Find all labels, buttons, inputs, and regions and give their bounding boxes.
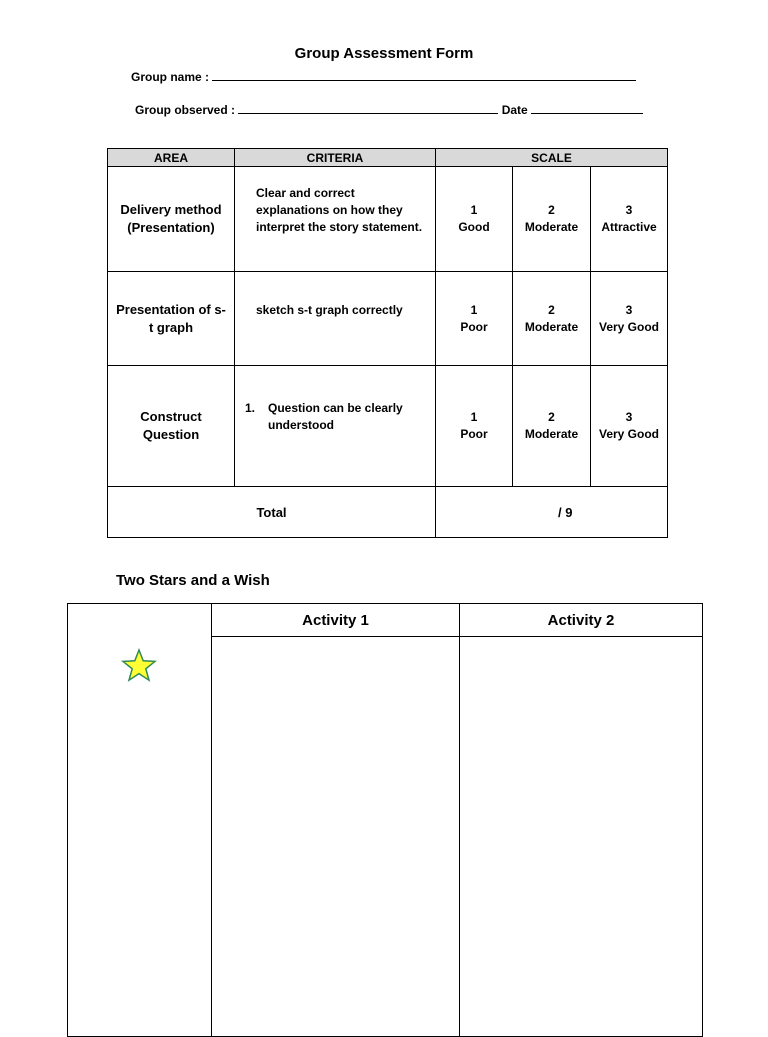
area-cell (108, 272, 235, 366)
scale-number: 1 (470, 302, 478, 317)
activity-2-response-area[interactable] (460, 637, 703, 1037)
total-value: / 9 (558, 504, 573, 520)
activity-header-row (68, 604, 703, 637)
total-row (108, 487, 668, 538)
criteria-cell (235, 167, 436, 272)
scale-label: Moderate (524, 220, 579, 234)
scale-label: Very Good (598, 427, 660, 441)
criteria-line: understood (268, 418, 334, 432)
star-column (68, 604, 212, 1037)
scale-option-1[interactable] (436, 167, 513, 272)
scale-option-2[interactable] (513, 366, 591, 487)
scale-option-2[interactable] (513, 272, 591, 366)
scale-number: 2 (548, 302, 555, 317)
two-stars-heading: Two Stars and a Wish (116, 572, 270, 589)
table-row (108, 272, 668, 366)
criteria-cell (235, 272, 436, 366)
criteria-cell (235, 366, 436, 487)
activity-1-response-area[interactable] (212, 637, 460, 1037)
scale-number: 1 (470, 410, 478, 424)
scale-number: 2 (548, 410, 555, 424)
activity-1-header: Activity 1 (212, 604, 460, 637)
scale-number: 2 (548, 203, 555, 217)
area-line: Question (142, 427, 200, 442)
criteria-line: interpret the story statement. (256, 220, 423, 234)
group-name-label: Group name : (131, 70, 210, 84)
table-row (108, 167, 668, 272)
activity-2-header: Activity 2 (460, 604, 703, 637)
area-line: t graph (148, 319, 194, 335)
group-observed-line[interactable] (238, 102, 498, 114)
scale-header: SCALE (436, 149, 668, 167)
area-cell (108, 167, 235, 272)
group-name-line[interactable] (212, 69, 636, 81)
scale-label: Very Good (598, 319, 660, 334)
group-observed-label: Group observed : (135, 103, 236, 117)
scale-option-3[interactable] (591, 167, 668, 272)
area-line: Construct (140, 409, 202, 424)
criteria-line: sketch s-t graph correctly (256, 303, 403, 317)
scale-number: 3 (625, 410, 633, 424)
total-score-cell[interactable] (436, 487, 668, 538)
area-line: Presentation of s- (116, 301, 226, 317)
group-name-field[interactable] (131, 69, 636, 84)
scale-label: Moderate (524, 427, 579, 441)
scale-label: Poor (460, 427, 488, 441)
date-label: Date (501, 103, 528, 117)
assessment-table (107, 148, 668, 538)
scale-number: 3 (625, 302, 633, 317)
scale-option-3[interactable] (591, 272, 668, 366)
scale-label: Moderate (524, 319, 579, 334)
scale-number: 3 (625, 203, 633, 217)
area-line: Delivery method (120, 202, 222, 217)
scale-number: 1 (470, 203, 478, 217)
scale-option-1[interactable] (436, 272, 513, 366)
criteria-line: explanations on how they (256, 203, 403, 217)
date-line[interactable] (531, 102, 643, 114)
criteria-number: 1. (245, 401, 256, 415)
scale-option-1[interactable] (436, 366, 513, 487)
area-line: (Presentation) (127, 220, 215, 235)
criteria-header: CRITERIA (235, 149, 436, 167)
criteria-line: Clear and correct (256, 186, 355, 200)
area-header: AREA (108, 149, 235, 167)
star-icon (121, 669, 157, 686)
scale-label: Poor (460, 319, 488, 334)
form-title: Group Assessment Form (294, 45, 474, 62)
scale-label: Attractive (601, 220, 657, 234)
scale-option-2[interactable] (513, 167, 591, 272)
total-label: Total (108, 487, 436, 538)
scale-label: Good (458, 220, 490, 234)
scale-option-3[interactable] (591, 366, 668, 487)
two-stars-table (67, 603, 703, 1037)
table-row (108, 366, 668, 487)
area-cell (108, 366, 235, 487)
group-observed-field[interactable] (135, 102, 643, 117)
criteria-line: Question can be clearly (268, 401, 403, 415)
assessment-header-row (108, 149, 668, 167)
